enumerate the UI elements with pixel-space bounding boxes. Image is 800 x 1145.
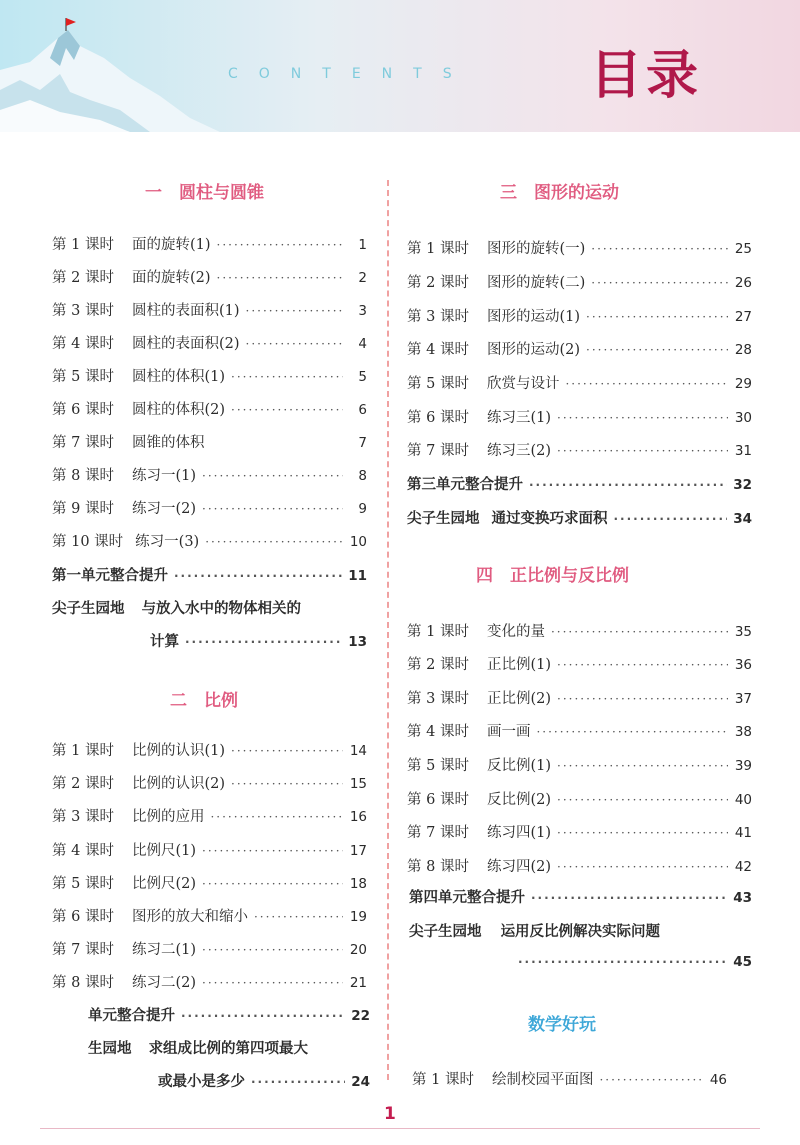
leader-dots xyxy=(205,535,343,549)
toc-entry[interactable] xyxy=(52,872,367,893)
lesson-label: 第 7 课时 xyxy=(407,825,469,841)
page-ref: 7 xyxy=(358,435,367,451)
extra-label: 尖子生园地 xyxy=(409,924,482,940)
leader-dots xyxy=(202,943,343,957)
page-ref: 6 xyxy=(358,402,367,418)
leader-dots xyxy=(202,502,343,516)
lesson-topic: 画一画 xyxy=(486,724,531,740)
page-ref: 36 xyxy=(734,657,752,673)
footer-rule xyxy=(40,1128,760,1129)
page-ref: 3 xyxy=(358,303,367,319)
page-ref: 5 xyxy=(358,369,367,385)
lesson-topic: 面的旋转(1) xyxy=(131,237,211,253)
page-ref: 42 xyxy=(734,859,752,875)
lesson-topic: 练习二(1) xyxy=(131,942,196,958)
page-ref: 39 xyxy=(734,758,752,774)
lesson-label: 第 2 课时 xyxy=(407,275,469,291)
leader-dots xyxy=(586,343,728,357)
lesson-label: 第 7 课时 xyxy=(52,435,114,451)
lesson-topic: 比例的认识(2) xyxy=(131,776,225,792)
leader-dots xyxy=(599,1073,703,1087)
lesson-label: 第 1 课时 xyxy=(412,1072,474,1088)
extra-entry[interactable] xyxy=(52,597,301,618)
lesson-topic: 反比例(2) xyxy=(486,792,551,808)
leader-dots xyxy=(246,304,344,318)
leader-dots xyxy=(185,635,342,649)
leader-dots xyxy=(557,658,728,672)
leader-dots xyxy=(565,377,728,391)
column-divider xyxy=(387,180,389,1080)
leader-dots xyxy=(591,242,728,256)
leader-dots xyxy=(557,826,728,840)
lesson-topic: 圆柱的表面积(1) xyxy=(131,303,240,319)
lesson-topic: 练习三(2) xyxy=(486,443,551,459)
lesson-topic: 圆柱的体积(2) xyxy=(131,402,225,418)
toc-entry[interactable] xyxy=(52,772,367,793)
header-banner xyxy=(0,0,800,132)
lesson-label: 第 3 课时 xyxy=(407,309,469,325)
leader-dots xyxy=(231,777,343,791)
page-ref: 21 xyxy=(349,975,367,991)
unit-heading-2: 二 比例 xyxy=(170,691,238,711)
leader-dots xyxy=(202,877,343,891)
extra-entry-cont[interactable] xyxy=(150,630,367,651)
leader-dots xyxy=(217,238,344,252)
extra-entry[interactable] xyxy=(407,507,752,528)
page-ref: 9 xyxy=(358,501,367,517)
toc-entry[interactable] xyxy=(52,266,367,287)
unit-heading-4: 四 正比例与反比例 xyxy=(476,566,629,586)
page-ref: 24 xyxy=(351,1074,370,1090)
leader-dots xyxy=(557,759,728,773)
leader-dots xyxy=(586,310,728,324)
extra-topic-cont: 计算 xyxy=(150,634,179,650)
page-ref: 31 xyxy=(734,443,752,459)
toc-entry[interactable] xyxy=(52,233,367,254)
page-ref: 29 xyxy=(734,376,752,392)
unit-review-entry[interactable] xyxy=(409,886,752,907)
toc-entry[interactable] xyxy=(52,431,367,452)
extra-entry[interactable] xyxy=(409,920,660,941)
leader-dots xyxy=(174,569,342,583)
unit-heading-1: 一 圆柱与圆锥 xyxy=(145,183,264,203)
toc-entry[interactable] xyxy=(407,754,752,775)
page-title: 目录 xyxy=(590,46,703,106)
toc-entry[interactable] xyxy=(52,530,367,551)
lesson-topic: 练习一(1) xyxy=(131,468,196,484)
lesson-topic: 练习二(2) xyxy=(131,975,196,991)
lesson-topic: 图形的旋转(二) xyxy=(486,275,586,291)
toc-entry[interactable] xyxy=(52,839,367,860)
page-ref: 4 xyxy=(358,336,367,352)
lesson-label: 第 4 课时 xyxy=(407,342,469,358)
toc-entry[interactable] xyxy=(407,821,752,842)
mountain-flag-icon xyxy=(0,0,220,132)
unit-review-entry[interactable] xyxy=(52,564,367,585)
extra-label: 尖子生园地 xyxy=(52,601,125,617)
leader-dots xyxy=(531,891,727,905)
toc-entry[interactable] xyxy=(52,299,367,320)
lesson-topic: 图形的运动(1) xyxy=(486,309,580,325)
leader-dots xyxy=(231,403,343,417)
toc-entry[interactable] xyxy=(52,938,367,959)
page-ref: 14 xyxy=(349,743,367,759)
lesson-label: 第 5 课时 xyxy=(407,376,469,392)
lesson-label: 第 4 课时 xyxy=(52,843,114,859)
lesson-label: 第 2 课时 xyxy=(52,270,114,286)
page-ref: 40 xyxy=(734,792,752,808)
toc-entry[interactable] xyxy=(412,1068,727,1089)
lesson-label: 第 5 课时 xyxy=(52,369,114,385)
review-label: 单元整合提升 xyxy=(88,1008,175,1024)
leader-dots xyxy=(231,370,343,384)
leader-dots xyxy=(202,976,343,990)
lesson-label: 第 8 课时 xyxy=(407,859,469,875)
page-ref: 32 xyxy=(733,477,752,493)
toc-entry[interactable] xyxy=(52,739,367,760)
page-ref: 10 xyxy=(349,534,367,550)
toc-entry[interactable] xyxy=(407,620,752,641)
extra-topic: 通过变换巧求面积 xyxy=(491,511,608,527)
lesson-topic: 比例尺(2) xyxy=(131,876,196,892)
leader-dots xyxy=(202,844,343,858)
review-label: 第四单元整合提升 xyxy=(409,890,525,906)
page-ref: 18 xyxy=(349,876,367,892)
extra-entry-cont[interactable] xyxy=(158,1070,370,1091)
leader-dots xyxy=(251,1075,345,1089)
leader-dots xyxy=(536,725,728,739)
lesson-label: 第 2 课时 xyxy=(52,776,114,792)
toc-entry[interactable] xyxy=(52,398,367,419)
lesson-label: 第 1 课时 xyxy=(407,241,469,257)
extra-topic: 运用反比例解决实际问题 xyxy=(500,924,661,940)
leader-dots xyxy=(246,337,344,351)
page-ref: 11 xyxy=(348,568,367,584)
lesson-label: 第 5 课时 xyxy=(407,758,469,774)
lesson-label: 第 10 课时 xyxy=(52,534,124,550)
toc-entry[interactable] xyxy=(407,788,752,809)
lesson-label: 第 1 课时 xyxy=(52,743,114,759)
page-ref: 13 xyxy=(348,634,367,650)
lesson-topic: 练习四(2) xyxy=(486,859,551,875)
toc-entry[interactable] xyxy=(407,237,752,258)
lesson-topic: 圆柱的体积(1) xyxy=(131,369,225,385)
lesson-topic: 练习一(3) xyxy=(135,534,200,550)
lesson-topic: 变化的量 xyxy=(486,624,545,640)
toc-entry[interactable] xyxy=(52,905,367,926)
page-ref: 1 xyxy=(358,237,367,253)
lesson-label: 第 2 课时 xyxy=(407,657,469,673)
lesson-label: 第 5 课时 xyxy=(52,876,114,892)
toc-entry[interactable] xyxy=(407,439,752,460)
leader-dots xyxy=(202,469,343,483)
toc-entry[interactable] xyxy=(407,687,752,708)
page-ref: 46 xyxy=(709,1072,727,1088)
page-number: 1 xyxy=(384,1104,396,1124)
lesson-label: 第 4 课时 xyxy=(407,724,469,740)
toc-entry[interactable] xyxy=(407,372,752,393)
page-ref: 37 xyxy=(734,691,752,707)
toc-entry[interactable] xyxy=(52,971,367,992)
lesson-topic: 正比例(1) xyxy=(486,657,551,673)
page-ref: 38 xyxy=(734,724,752,740)
lesson-label: 第 7 课时 xyxy=(407,443,469,459)
leader-dots xyxy=(557,444,728,458)
lesson-topic: 练习三(1) xyxy=(486,410,551,426)
page-ref: 41 xyxy=(734,825,752,841)
review-label: 第一单元整合提升 xyxy=(52,568,168,584)
leader-dots xyxy=(181,1009,345,1023)
toc-entry[interactable] xyxy=(407,855,752,876)
lesson-topic: 练习四(1) xyxy=(486,825,551,841)
toc-entry[interactable] xyxy=(52,365,367,386)
leader-dots xyxy=(518,955,727,969)
leader-dots xyxy=(557,793,728,807)
leader-dots xyxy=(551,625,728,639)
review-label: 第三单元整合提升 xyxy=(407,477,523,493)
lesson-topic: 绘制校园平面图 xyxy=(491,1072,594,1088)
page-ref: 20 xyxy=(349,942,367,958)
lesson-label: 第 8 课时 xyxy=(52,468,114,484)
leader-dots xyxy=(217,271,344,285)
lesson-topic: 比例的应用 xyxy=(131,809,205,825)
lesson-label: 第 3 课时 xyxy=(52,809,114,825)
lesson-topic: 图形的放大和缩小 xyxy=(131,909,248,925)
leader-dots xyxy=(614,512,728,526)
lesson-topic: 圆柱的表面积(2) xyxy=(131,336,240,352)
page-ref: 43 xyxy=(733,890,752,906)
leader-dots xyxy=(591,276,728,290)
lesson-topic: 比例的认识(1) xyxy=(131,743,225,759)
page-ref: 15 xyxy=(349,776,367,792)
lesson-topic: 比例尺(1) xyxy=(131,843,196,859)
leader-dots xyxy=(529,478,727,492)
page-ref: 16 xyxy=(349,809,367,825)
page-ref: 17 xyxy=(349,843,367,859)
lesson-label: 第 3 课时 xyxy=(52,303,114,319)
lesson-label: 第 4 课时 xyxy=(52,336,114,352)
leader-dots xyxy=(557,411,728,425)
page-ref: 35 xyxy=(734,624,752,640)
leader-dots xyxy=(210,810,343,824)
lesson-topic: 面的旋转(2) xyxy=(131,270,211,286)
lesson-label: 第 6 课时 xyxy=(52,402,114,418)
lesson-label: 第 6 课时 xyxy=(407,792,469,808)
lesson-topic: 反比例(1) xyxy=(486,758,551,774)
page-ref: 22 xyxy=(351,1008,370,1024)
lesson-label: 第 8 课时 xyxy=(52,975,114,991)
page-ref: 2 xyxy=(358,270,367,286)
unit-review-entry[interactable] xyxy=(407,473,752,494)
contents-word: CONTENTS xyxy=(228,66,473,82)
extra-topic: 与放入水中的物体相关的 xyxy=(141,601,302,617)
lesson-topic: 图形的旋转(一) xyxy=(486,241,586,257)
lesson-topic: 圆锥的体积 xyxy=(131,435,205,451)
lesson-label: 第 1 课时 xyxy=(52,237,114,253)
unit-heading-fun: 数学好玩 xyxy=(528,1015,596,1035)
extra-label: 尖子生园地 xyxy=(407,511,480,527)
page-ref: 19 xyxy=(349,909,367,925)
toc-entry[interactable] xyxy=(407,653,752,674)
lesson-topic: 正比例(2) xyxy=(486,691,551,707)
unit-heading-3: 三 图形的运动 xyxy=(500,183,619,203)
lesson-topic: 欣赏与设计 xyxy=(486,376,560,392)
lesson-label: 第 9 课时 xyxy=(52,501,114,517)
lesson-label: 第 6 课时 xyxy=(407,410,469,426)
page-ref: 30 xyxy=(734,410,752,426)
lesson-label: 第 1 课时 xyxy=(407,624,469,640)
leader-dots xyxy=(557,860,728,874)
lesson-topic: 练习一(2) xyxy=(131,501,196,517)
leader-dots xyxy=(231,744,343,758)
extra-entry-cont[interactable] xyxy=(518,954,752,970)
lesson-topic: 图形的运动(2) xyxy=(486,342,580,358)
page-ref: 8 xyxy=(358,468,367,484)
page-ref: 26 xyxy=(734,275,752,291)
toc-entry[interactable] xyxy=(407,338,752,359)
unit-review-entry[interactable] xyxy=(88,1004,370,1025)
page-ref: 28 xyxy=(734,342,752,358)
toc-entry[interactable] xyxy=(52,497,367,518)
toc-entry[interactable] xyxy=(407,720,752,741)
toc-entry[interactable] xyxy=(52,805,367,826)
toc-entry[interactable] xyxy=(407,406,752,427)
lesson-label: 第 3 课时 xyxy=(407,691,469,707)
leader-dots xyxy=(557,692,728,706)
toc-entry[interactable] xyxy=(407,305,752,326)
extra-topic-cont: 或最小是多少 xyxy=(158,1074,245,1090)
toc-entry[interactable] xyxy=(52,464,367,485)
lesson-label: 第 7 课时 xyxy=(52,942,114,958)
page-ref: 45 xyxy=(733,954,752,970)
page-ref: 34 xyxy=(733,511,752,527)
toc-entry[interactable] xyxy=(407,271,752,292)
toc-entry[interactable] xyxy=(52,332,367,353)
leader-dots xyxy=(254,910,343,924)
page-ref: 27 xyxy=(734,309,752,325)
page-ref: 25 xyxy=(734,241,752,257)
extra-topic: 求组成比例的第四项最大 xyxy=(148,1041,309,1057)
extra-entry[interactable] xyxy=(88,1037,308,1058)
extra-label: 生园地 xyxy=(88,1041,132,1057)
lesson-label: 第 6 课时 xyxy=(52,909,114,925)
